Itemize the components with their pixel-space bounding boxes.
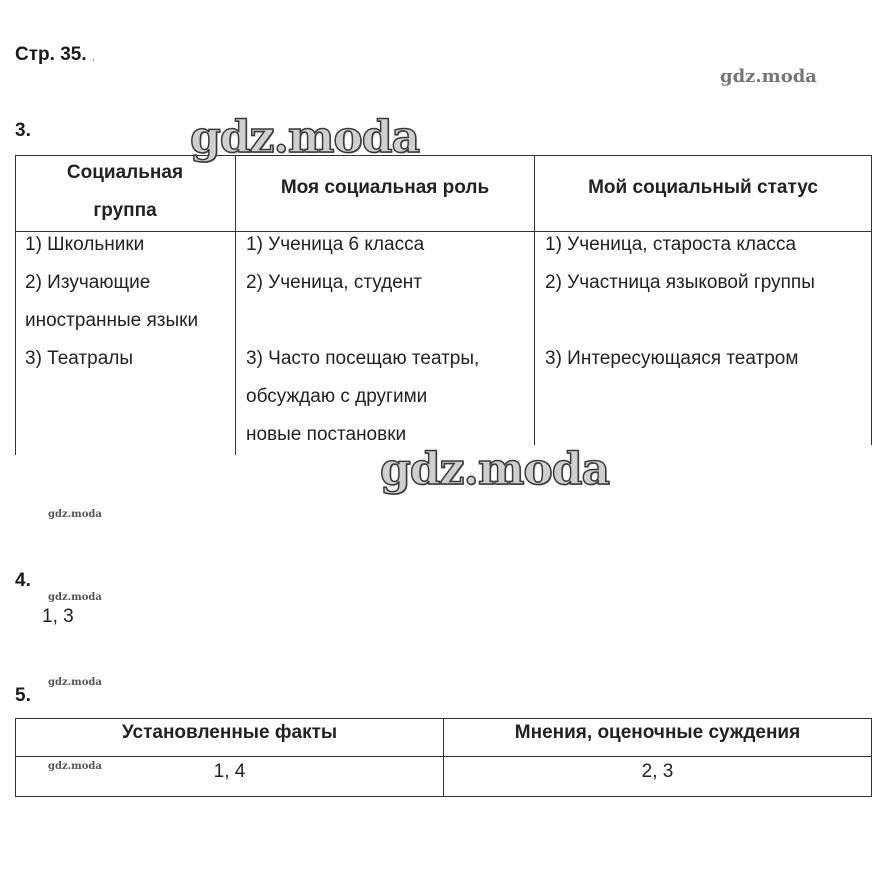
table-header-social-status: Мой социальный статус <box>588 177 818 198</box>
list-item: обсуждаю с другими <box>246 386 428 407</box>
page-mark: , <box>91 52 95 63</box>
list-item: 1) Ученица 6 класса <box>246 234 425 255</box>
table-header-social-role: Моя социальная роль <box>280 177 490 198</box>
watermark: gdz.moda <box>48 509 102 520</box>
table-cell-facts: 1, 4 <box>213 761 246 782</box>
table-header-social-group: Социальная группа <box>66 162 184 221</box>
watermark: gdz.moda <box>48 592 102 603</box>
table-cell-col1 <box>25 226 235 378</box>
list-item: 2) Изучающие <box>25 272 151 293</box>
watermark: gdz.moda <box>48 677 102 688</box>
table-cell-col2 <box>246 226 532 454</box>
list-item: 1) Ученица, староста класса <box>545 234 797 255</box>
list-item: новые постановки <box>246 424 407 445</box>
task-5-number: 5. <box>15 685 31 706</box>
list-item: иностранные языки <box>25 310 199 331</box>
task-3-number: 3. <box>15 120 31 141</box>
table-header-opinions: Мнения, оценочные суждения <box>514 722 801 743</box>
table-cell-opinions: 2, 3 <box>641 761 674 782</box>
table-header-facts: Установленные факты <box>121 722 338 743</box>
watermark: gdz.moda <box>380 444 610 495</box>
task-4-number: 4. <box>15 570 31 591</box>
watermark: gdz.moda <box>720 66 817 87</box>
list-item: 3) Интересующаяся театром <box>545 348 799 369</box>
list-item: 3) Часто посещаю театры, <box>246 348 480 369</box>
list-item: 2) Участница языковой группы <box>545 272 815 293</box>
list-item: 2) Ученица, студент <box>246 272 422 293</box>
table-cell-col3 <box>545 226 871 378</box>
watermark: gdz.moda <box>48 761 102 772</box>
list-item: 1) Школьники <box>25 234 145 255</box>
list-item: 3) Театралы <box>25 348 134 369</box>
page-label: Стр. 35. , <box>15 44 95 65</box>
task-4-answer: 1, 3 <box>42 606 74 627</box>
watermark: gdz.moda <box>190 112 420 163</box>
